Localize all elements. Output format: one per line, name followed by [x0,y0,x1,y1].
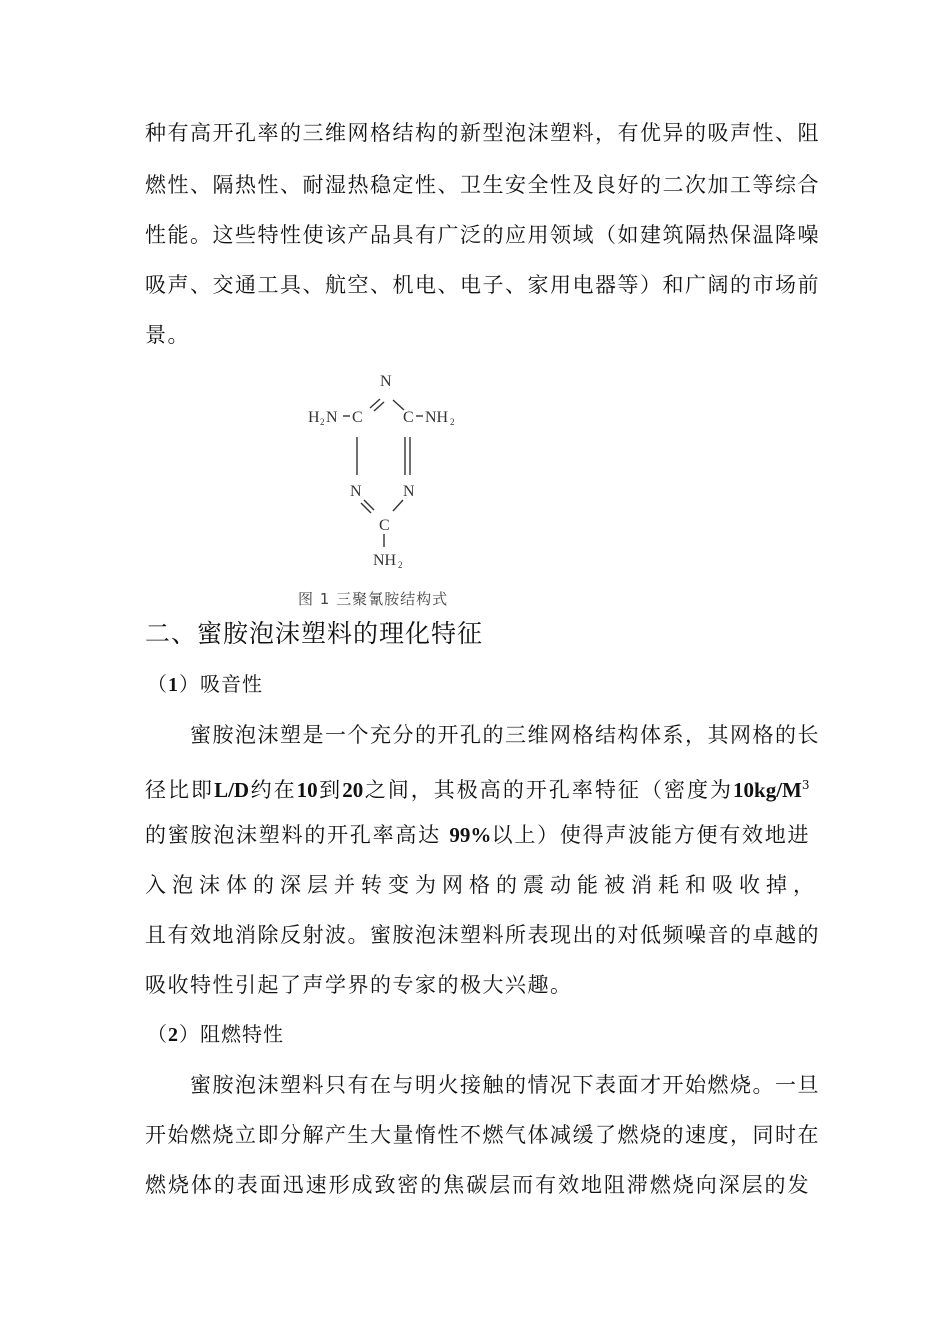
atom-c-left: C [352,409,363,426]
para1-line-2: 燃性、隔热性、耐湿热稳定性、卫生安全性及良好的二次加工等综合 [145,173,820,197]
subsection-1-number: 1 [168,674,179,696]
atom-nh-right: NH [425,409,449,426]
subsection-2-title: （2）阻燃特性 [147,1022,284,1046]
para2-line-6: 吸收特性引起了声学界的专家的极大兴趣。 [145,973,573,997]
para2-line-2: 径比即L/D约在10到20之间，其极高的开孔率特征（密度为$10kg/M^3$ [145,778,811,802]
melamine-structure-diagram [300,362,570,592]
atom-nh-bottom-subscript: 2 [398,560,403,570]
atom-h-left-subscript: 2 [320,417,325,427]
atom-n-left: N [350,483,362,500]
para3-line-1: 蜜胺泡沫塑料只有在与明火接触的情况下表面才开始燃烧。一旦 [190,1073,820,1097]
atom-nh-right-subscript: 2 [450,417,455,427]
para1-line-5: 景。 [145,323,190,347]
subsection-2-label: 阻燃特性 [200,1022,284,1046]
atom-c-right: C [403,409,414,426]
para2-line-5: 且有效地消除反射波。蜜胺泡沫塑料所表现出的对低频噪音的卓越的 [145,923,820,947]
atom-n-left-amine: N [326,409,338,426]
subsection-1-label: 吸音性 [200,672,263,696]
para2-line-3: 的蜜胺泡沫塑料的开孔率高达 99%以上）使得声波能方便有效地进 [145,823,810,847]
subsection-2-number: 2 [168,1024,179,1046]
para1-line-1: 种有高开孔率的三维网格结构的新型泡沫塑料，有优异的吸声性、阻 [145,121,820,145]
melamine-structure-figure [300,362,570,612]
atom-n-right: N [403,483,415,500]
section-title: 二、蜜胺泡沫塑料的理化特征 [145,619,484,648]
para3-line-3: 燃烧体的表面迅速形成致密的焦碳层而有效地阻滞燃烧向深层的发 [145,1173,810,1197]
para2-line-4: 入泡沫体的深层并转变为网格的震动能被消耗和吸收掉， [145,873,820,897]
atom-h-left: H [308,409,320,426]
para1-line-3: 性能。这些特性使该产品具有广泛的应用领域（如建筑隔热保温降噪 [145,223,820,247]
para3-line-2: 开始燃烧立即分解产生大量惰性不燃气体减缓了燃烧的速度，同时在 [145,1123,820,1147]
atom-c-bottom: C [379,517,390,534]
atom-n-top: N [380,373,392,390]
para1-line-4: 吸声、交通工具、航空、机电、电子、家用电器等）和广阔的市场前 [145,273,820,297]
atom-nh-bottom: NH [373,552,397,569]
para2-line-1: 蜜胺泡沫塑是一个充分的开孔的三维网格结构体系，其网格的长 [190,723,820,747]
subsection-1-title: （1）吸音性 [147,672,263,696]
figure-caption: 图 1 三聚氰胺结构式 [298,590,449,608]
